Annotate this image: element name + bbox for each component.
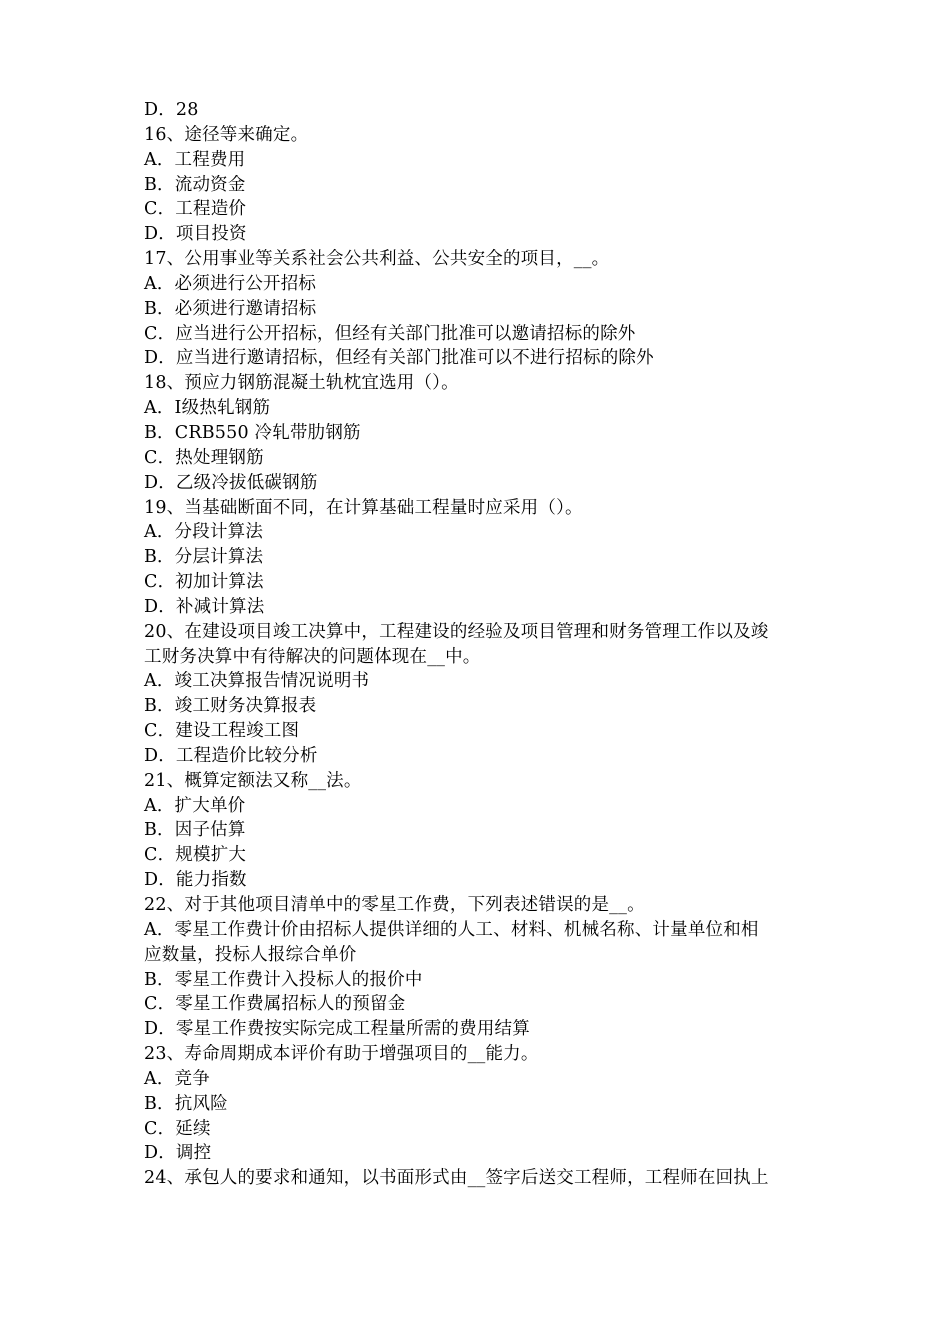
- option-line: A．竞争: [144, 1068, 210, 1089]
- question-line: 18、预应力钢筋混凝土轨枕宜选用（）。: [144, 373, 459, 394]
- option-line: A．Ⅰ级热轧钢筋: [144, 398, 271, 419]
- option-line: D．补减计算法: [144, 596, 265, 617]
- option-line: A．竣工决算报告情况说明书: [144, 671, 370, 692]
- option-line: D．工程造价比较分析: [144, 745, 318, 766]
- option-line: C．应当进行公开招标，但经有关部门批准可以邀请招标的除外: [144, 323, 636, 344]
- option-line: A．必须进行公开招标: [144, 273, 317, 294]
- option-line: B．必须进行邀请招标: [144, 298, 317, 319]
- option-line: B．流动资金: [144, 174, 246, 195]
- question-line: 22、对于其他项目清单中的零星工作费，下列表述错误的是__。: [144, 895, 645, 915]
- option-line: B．因子估算: [144, 820, 246, 841]
- option-line: C．初加计算法: [144, 572, 264, 593]
- option-line: C．建设工程竣工图: [144, 721, 300, 742]
- option-line: D．项目投资: [144, 224, 247, 245]
- question-line: 17、公用事业等关系社会公共利益、公共安全的项目，__。: [144, 249, 610, 270]
- option-line: D．能力指数: [144, 870, 247, 891]
- option-line: A．扩大单价: [144, 795, 246, 816]
- option-line: A．分段计算法: [144, 522, 264, 543]
- question-line: 16、途径等来确定。: [144, 124, 309, 145]
- option-line: C．零星工作费属招标人的预留金: [144, 994, 406, 1015]
- option-line: A．零星工作费计价由招标人提供详细的人工、材料、机械名称、计量单位和相: [144, 919, 759, 940]
- question-line: 24、承包人的要求和通知，以书面形式由__签字后送交工程师，工程师在回执上: [144, 1168, 769, 1189]
- question-list: [144, 98, 816, 1191]
- option-line: D．28: [144, 100, 199, 120]
- option-line: D．零星工作费按实际完成工程量所需的费用结算: [144, 1019, 530, 1040]
- option-line-continued: 应数量，投标人报综合单价: [144, 944, 357, 965]
- option-line: B．CRB550 冷轧带肋钢筋: [144, 422, 361, 443]
- option-line: D．乙级冷拔低碳钢筋: [144, 472, 318, 493]
- option-line: B．竣工财务决算报表: [144, 696, 317, 717]
- option-line: B．抗风险: [144, 1093, 228, 1114]
- question-line: 19、当基础断面不同，在计算基础工程量时应采用（）。: [144, 497, 583, 518]
- question-line: 20、在建设项目竣工决算中，工程建设的经验及项目管理和财务管理工作以及竣: [144, 621, 769, 642]
- option-line: D．应当进行邀请招标，但经有关部门批准可以不进行招标的除外: [144, 348, 654, 369]
- option-line: C．延续: [144, 1118, 211, 1139]
- option-line: C．规模扩大: [144, 845, 247, 866]
- option-line: C．工程造价: [144, 199, 247, 220]
- question-line: 23、寿命周期成本评价有助于增强项目的__能力。: [144, 1044, 539, 1065]
- option-line: A．工程费用: [144, 149, 246, 170]
- question-line-continued: 工财务决算中有待解决的问题体现在__中。: [144, 646, 481, 667]
- option-line: B．分层计算法: [144, 547, 264, 568]
- option-line: D．调控: [144, 1143, 212, 1164]
- question-line: 21、概算定额法又称__法。: [144, 770, 362, 791]
- option-line: B．零星工作费计入投标人的报价中: [144, 969, 423, 990]
- option-line: C．热处理钢筋: [144, 447, 264, 468]
